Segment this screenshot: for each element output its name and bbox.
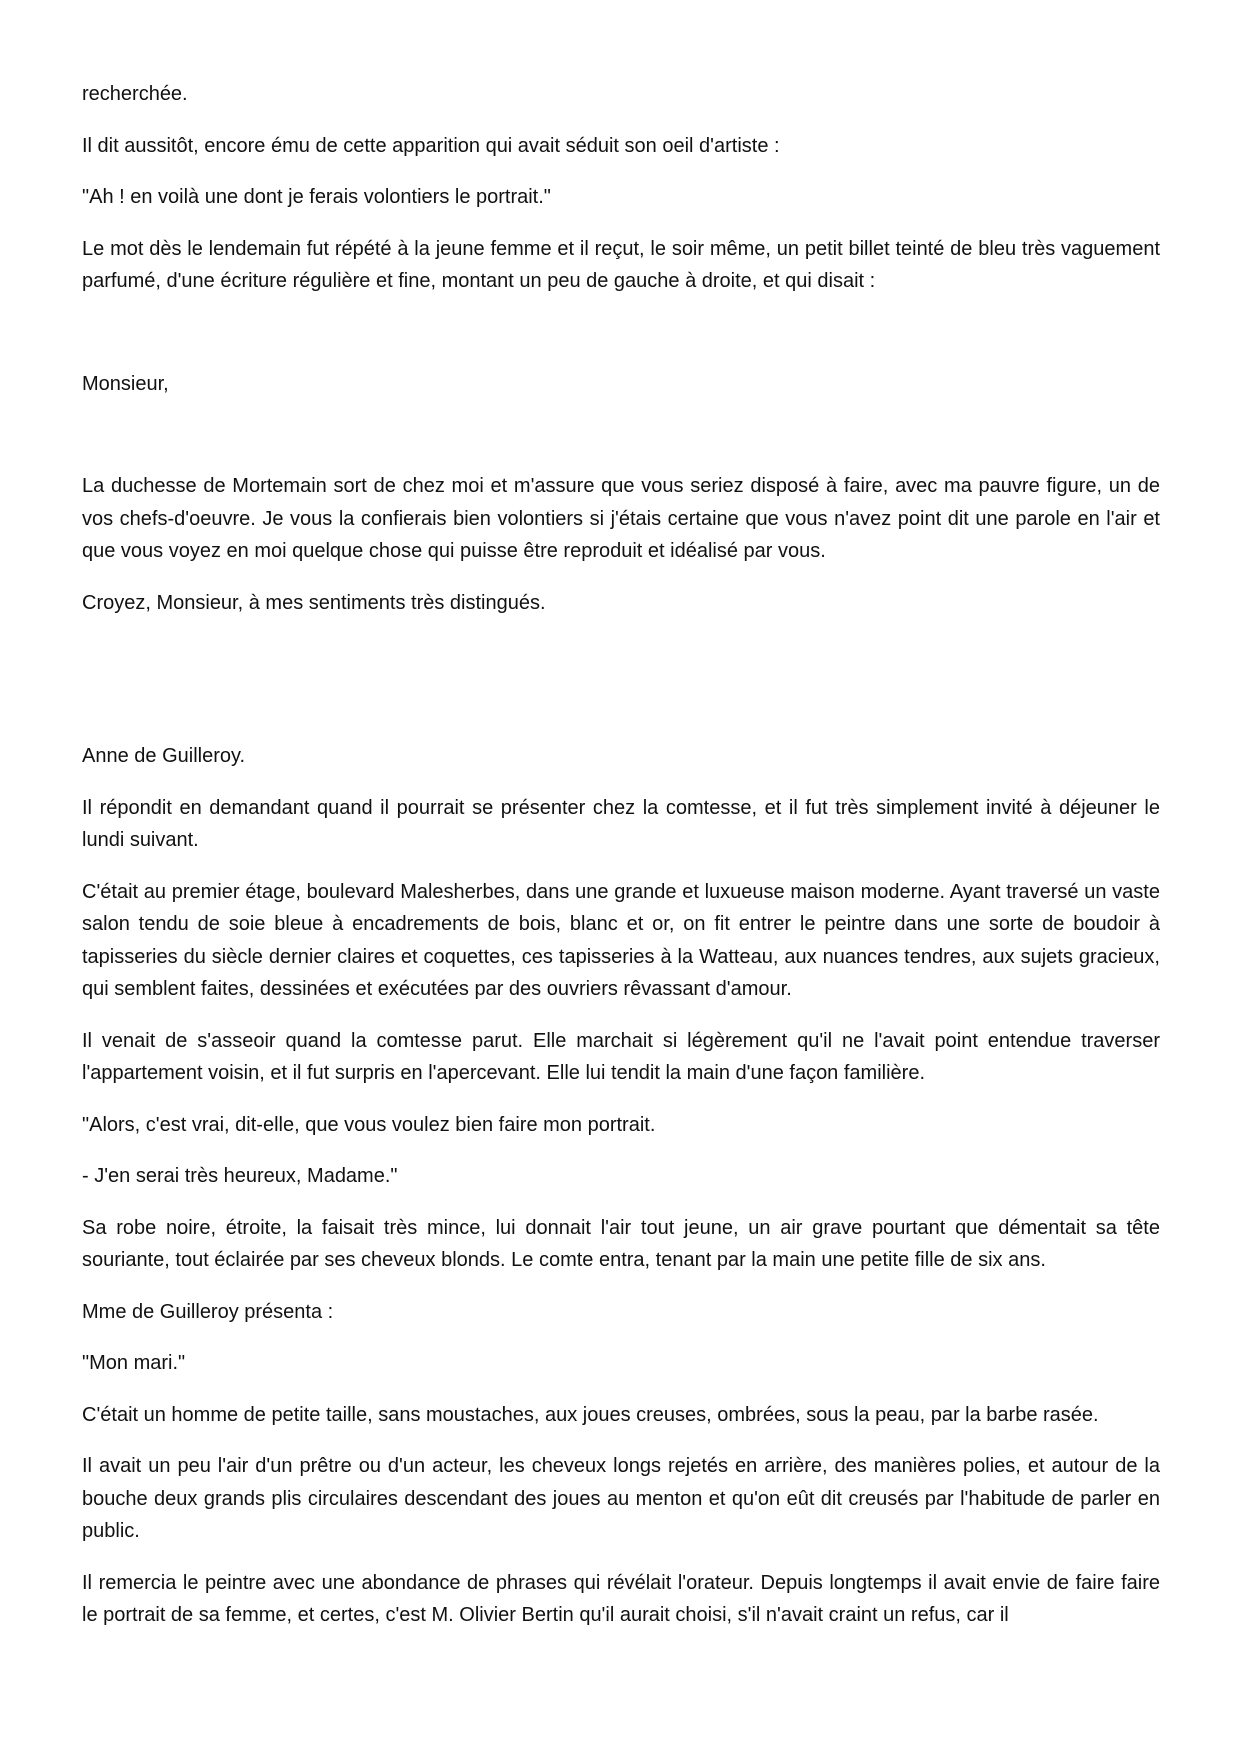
paragraph: Mme de Guilleroy présenta :	[82, 1300, 334, 1323]
paragraph: C'était au premier étage, boulevard Malesherbes, dans une grande et luxueuse maison moderne. Ayant traversé un vaste salon tendu de soie bleue à encadrements de bois, blanc et or, on fit entrer le peintre dans une sorte de boudoir à tapisseries du siècle dernier claires et coquettes, ces tapisseries à la Watteau, aux nuances tendres, aux sujets gracieux, qui semblent faites, dessinées et exécutées par des ouvriers rêvassant d'amour.	[82, 880, 1160, 1000]
paragraph: Il venait de s'asseoir quand la comtesse parut. Elle marchait si légèrement qu'il ne l'avait point entendue traverser l'appartement voisin, et il fut surpris en l'apercevant. Elle lui tendit la main d'une façon familière.	[82, 1029, 1160, 1084]
paragraph: Il avait un peu l'air d'un prêtre ou d'un acteur, les cheveux longs rejetés en arrière, des manières polies, et autour de la bouche deux grands plis circulaires descendant des joues au menton et qu'on eût dit creusés par l'habitude de parler en public.	[82, 1455, 1160, 1542]
dialogue-line: "Mon mari."	[82, 1352, 186, 1374]
letter-closing: Croyez, Monsieur, à mes sentiments très distingués.	[82, 591, 546, 614]
paragraph: Il dit aussitôt, encore ému de cette apparition qui avait séduit son oeil d'artiste :	[82, 134, 780, 157]
dialogue-line: - J'en serai très heureux, Madame."	[82, 1165, 398, 1187]
paragraph: Il remercia le peintre avec une abondance de phrases qui révélait l'orateur. Depuis longtemps il avait envie de faire faire le portrait de sa femme, et certes, c'est M. Olivier Bertin qu'il aurait choisi, s'il n'avait craint un refus, car il	[82, 1571, 1160, 1626]
letter-signature: Anne de Guilleroy.	[82, 745, 246, 767]
letter-salutation: Monsieur,	[82, 372, 169, 395]
paragraph: recherchée.	[82, 83, 188, 105]
letter-body: La duchesse de Mortemain sort de chez moi et m'assure que vous seriez disposé à faire, avec ma pauvre figure, un de vos chefs-d'oeuvre. Je vous la confierais bien volontiers si j'étais certaine que vous n'avez point dit une parole en l'air et que vous voyez en moi quelque chose qui puisse être reproduit et idéalisé par vous.	[82, 475, 1160, 562]
paragraph: "Ah ! en voilà une dont je ferais volontiers le portrait."	[82, 186, 551, 208]
document-page	[82, 78, 1160, 1651]
paragraph: C'était un homme de petite taille, sans moustaches, aux joues creuses, ombrées, sous la peau, par la barbe rasée.	[82, 1403, 1099, 1426]
paragraph: Sa robe noire, étroite, la faisait très mince, lui donnait l'air tout jeune, un air grave pourtant que démentait sa tête souriante, tout éclairée par ses cheveux blonds. Le comte entra, tenant par la main une petite fille de six ans.	[82, 1216, 1160, 1271]
dialogue-line: "Alors, c'est vrai, dit-elle, que vous voulez bien faire mon portrait.	[82, 1113, 656, 1136]
paragraph: Le mot dès le lendemain fut répété à la jeune femme et il reçut, le soir même, un petit billet teinté de bleu très vaguement parfumé, d'une écriture régulière et fine, montant un peu de gauche à droite, et qui disait :	[82, 237, 1160, 292]
paragraph: Il répondit en demandant quand il pourrait se présenter chez la comtesse, et il fut très simplement invité à déjeuner le lundi suivant.	[82, 796, 1160, 851]
